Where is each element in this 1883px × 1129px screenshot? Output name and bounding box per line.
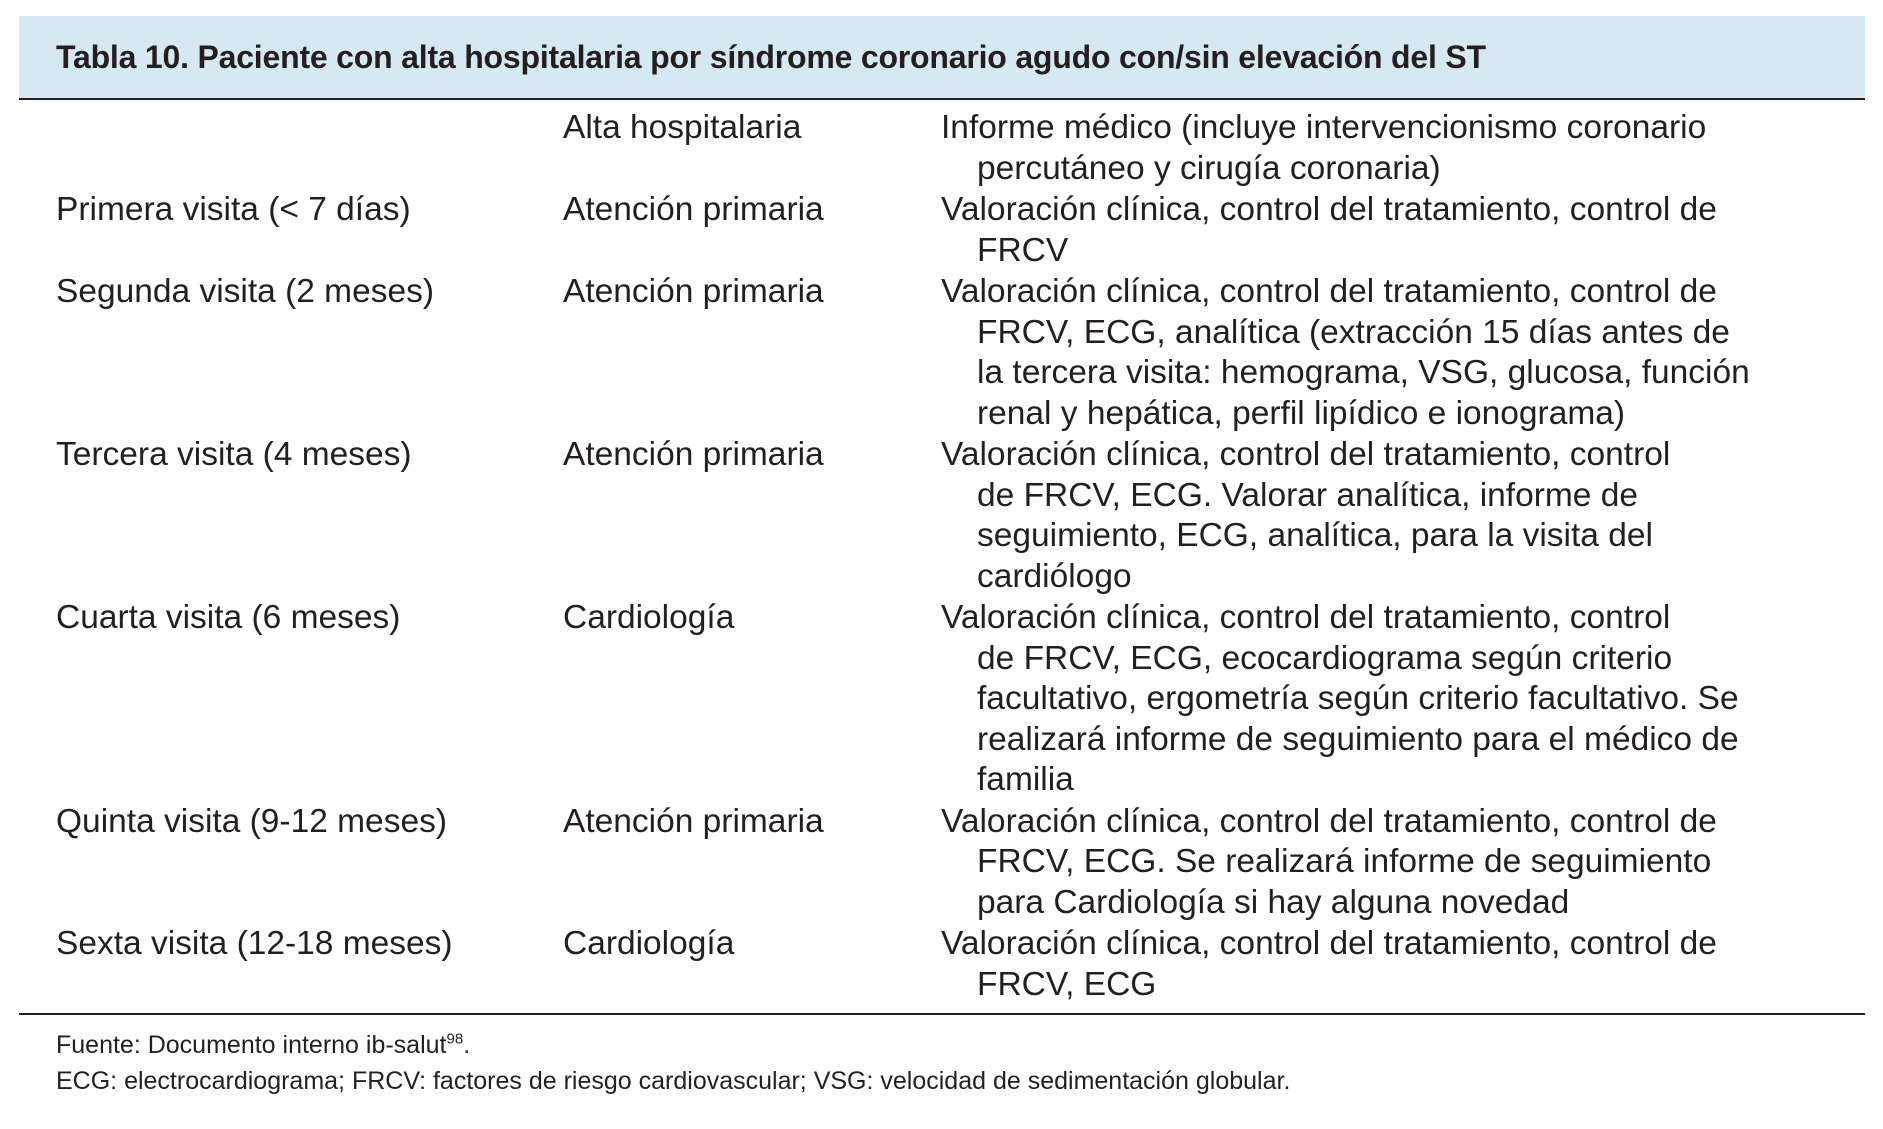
description-line: Valoración clínica, control del tratamiento, control de — [941, 925, 1717, 962]
table-row — [19, 190, 1865, 271]
description-line: Valoración clínica, control del tratamiento, control de — [941, 191, 1717, 228]
table-title: Tabla 10. Paciente con alta hospitalaria por síndrome coronario agudo con/sin elevación del ST — [56, 38, 1486, 75]
description-line: facultativo, ergometría según criterio facultativo. Se — [977, 680, 1739, 717]
description-line: familia — [977, 761, 1074, 798]
description-line: renal y hepática, perfil lipídico e ionograma) — [977, 394, 1626, 432]
description-line: realizará informe de seguimiento para el médico de — [977, 720, 1739, 758]
place-cell: Cardiología — [563, 925, 735, 962]
place-cell: Atención primaria — [563, 436, 824, 473]
source-text: Fuente: Documento interno ib-salut — [56, 1031, 447, 1059]
table-row — [19, 108, 1865, 189]
description-cell — [941, 272, 1865, 434]
source-reference: 98 — [446, 1030, 464, 1048]
description-line: Valoración clínica, control del tratamiento, control de — [941, 802, 1717, 840]
table-row — [19, 435, 1865, 597]
description-cell — [941, 108, 1865, 189]
description-line: Valoración clínica, control del tratamiento, control — [941, 436, 1671, 473]
description-line: percutáneo y cirugía coronaria) — [977, 149, 1441, 187]
description-cell — [941, 190, 1865, 271]
place-cell: Cardiología — [563, 599, 735, 636]
place-cell: Atención primaria — [563, 191, 824, 228]
table-row — [19, 924, 1865, 1005]
visit-cell: Segunda visita (2 meses) — [56, 273, 434, 310]
place-cell: Atención primaria — [563, 802, 824, 840]
place-cell: Atención primaria — [563, 273, 824, 310]
description-line: Valoración clínica, control del tratamiento, control — [941, 599, 1671, 636]
description-line: cardiólogo — [977, 557, 1132, 595]
table-body — [19, 100, 1865, 1015]
source-note — [56, 1027, 1865, 1063]
description-line: de FRCV, ECG, ecocardiograma según criterio — [977, 639, 1673, 677]
place-cell: Alta hospitalaria — [563, 109, 802, 146]
table-row — [19, 598, 1865, 801]
description-line: FRCV, ECG — [977, 965, 1157, 1003]
description-line: FRCV, ECG. Se realizará informe de seguimiento — [977, 843, 1712, 880]
visit-cell: Sexta visita (12-18 meses) — [56, 925, 453, 962]
visit-cell: Primera visita (< 7 días) — [56, 191, 411, 228]
description-cell — [941, 802, 1865, 924]
description-line: FRCV, ECG, analítica (extracción 15 días antes de — [977, 313, 1730, 351]
table-row — [19, 272, 1865, 434]
description-line: Informe médico (incluye intervencionismo coronario — [941, 109, 1707, 146]
description-line: la tercera visita: hemograma, VSG, glucosa, función — [977, 354, 1750, 391]
visit-cell: Quinta visita (9-12 meses) — [56, 802, 447, 840]
description-line: FRCV — [977, 231, 1069, 269]
description-line: Valoración clínica, control del tratamiento, control de — [941, 273, 1717, 310]
table-row — [19, 802, 1865, 924]
description-line: seguimiento, ECG, analítica, para la visita del — [977, 517, 1653, 554]
table — [19, 16, 1865, 1099]
source-end: . — [463, 1031, 471, 1059]
description-line: para Cardiología si hay alguna novedad — [977, 883, 1570, 921]
visit-cell: Cuarta visita (6 meses) — [56, 599, 401, 636]
description-cell — [941, 924, 1865, 1005]
table-title-bar — [19, 16, 1865, 100]
description-cell — [941, 598, 1865, 801]
visit-cell: Tercera visita (4 meses) — [56, 436, 412, 473]
footnotes — [19, 1015, 1865, 1099]
description-line: de FRCV, ECG. Valorar analítica, informe de — [977, 476, 1638, 514]
description-cell — [941, 435, 1865, 597]
abbreviations-note: ECG: electrocardiograma; FRCV: factores de riesgo cardiovascular; VSG: velocidad de sedimentación globular. — [56, 1067, 1291, 1095]
